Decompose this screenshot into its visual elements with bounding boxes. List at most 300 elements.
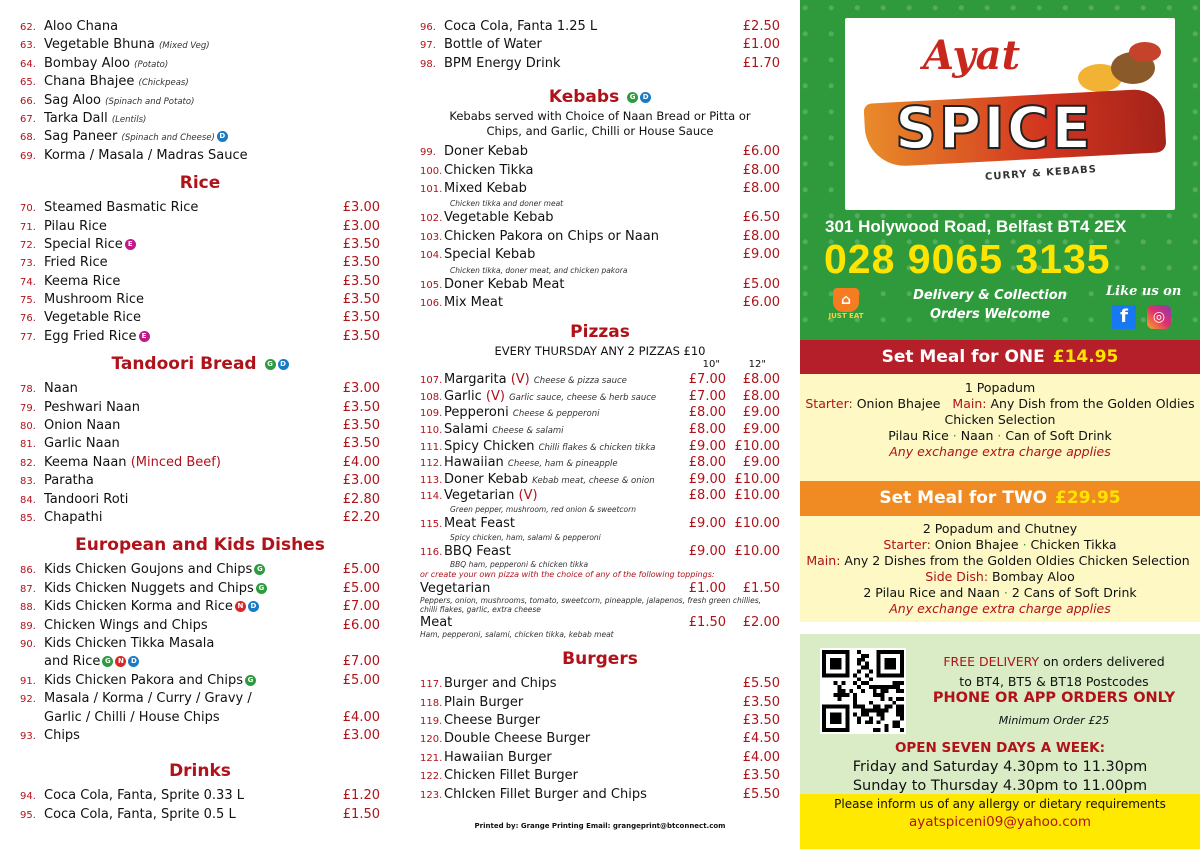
item-name: Mix Meat bbox=[444, 294, 503, 310]
topping-name: Meat bbox=[420, 615, 453, 631]
item-description: (Spinach and Potato) bbox=[105, 96, 195, 107]
spice-splash-icon bbox=[1075, 38, 1165, 98]
item-name-cell bbox=[444, 730, 720, 748]
item-price: £3.50 bbox=[342, 328, 380, 344]
item-name-cell bbox=[44, 254, 320, 272]
item-price: £1.00 bbox=[742, 37, 780, 53]
curry-list bbox=[20, 18, 380, 165]
item-name: Korma / Masala / Madras Sauce bbox=[44, 147, 248, 163]
item-name-cell bbox=[44, 55, 380, 74]
item-price: £8.00 bbox=[742, 228, 780, 244]
item-price: £3.50 bbox=[742, 694, 780, 710]
like-us-label: Like us on bbox=[1106, 284, 1182, 299]
item-name: Hawaiian bbox=[444, 455, 504, 471]
item-number: 111. bbox=[420, 441, 443, 453]
item-price: £3.00 bbox=[342, 473, 380, 489]
item-name-cell bbox=[44, 399, 320, 417]
item-number: 112. bbox=[420, 458, 443, 470]
item-number: 109. bbox=[420, 408, 443, 420]
item-number: 96. bbox=[420, 22, 436, 33]
drinks-list-continued bbox=[420, 18, 780, 73]
item-name: Burger and Chips bbox=[444, 676, 557, 692]
qr-code-icon[interactable] bbox=[820, 648, 906, 734]
item-name-cell bbox=[444, 36, 720, 54]
item-price: £7.00 bbox=[342, 654, 380, 670]
item-number: 75. bbox=[20, 295, 36, 307]
item-number: 99. bbox=[420, 147, 436, 159]
item-name: Chicken Pakora on Chips or Naan bbox=[444, 228, 659, 244]
item-name: Garlic / Chilli / House Chips bbox=[44, 709, 220, 725]
set-two-extras bbox=[800, 585, 1200, 601]
menu-item bbox=[420, 749, 780, 767]
menu-item bbox=[20, 580, 380, 598]
menu-item bbox=[20, 491, 380, 509]
menu-item bbox=[20, 199, 380, 217]
pizza-item bbox=[420, 388, 780, 405]
gluten-badge-icon: G bbox=[254, 564, 265, 575]
item-price: £3.00 bbox=[342, 218, 380, 234]
section-title-kids: European and Kids Dishes bbox=[75, 535, 325, 556]
item-price: £3.50 bbox=[342, 273, 380, 289]
item-number: 123. bbox=[420, 789, 443, 801]
item-price: £5.00 bbox=[742, 276, 780, 292]
starter-label: Starter: bbox=[805, 396, 853, 411]
item-name-cell bbox=[44, 806, 320, 824]
gluten-badge-icon: G bbox=[102, 656, 113, 667]
item-name-cell bbox=[44, 435, 320, 453]
item-description: (Spinach and Cheese) bbox=[121, 133, 215, 144]
item-number: 62. bbox=[20, 22, 36, 33]
item-price: £3.50 bbox=[342, 255, 380, 271]
menu-item bbox=[420, 55, 780, 73]
opening-hours bbox=[800, 758, 1200, 796]
logo-spice-text: SPICE bbox=[895, 94, 1094, 162]
item-price: £2.50 bbox=[742, 19, 780, 34]
separator-dot: · bbox=[1003, 585, 1008, 600]
item-number: 117. bbox=[420, 679, 443, 691]
item-price: £8.00 bbox=[742, 162, 780, 178]
item-number: 73. bbox=[20, 258, 36, 270]
menu-item bbox=[20, 273, 380, 291]
pizza-item bbox=[420, 471, 780, 488]
item-name-cell bbox=[44, 328, 320, 346]
price-10-inch: £8.00 bbox=[688, 422, 726, 438]
info-column bbox=[800, 0, 1200, 849]
item-name-cell bbox=[444, 675, 720, 693]
price-12-inch: £10.00 bbox=[734, 516, 780, 532]
side-value: Bombay Aloo bbox=[992, 569, 1075, 584]
item-name-cell bbox=[44, 236, 320, 254]
item-number: 89. bbox=[20, 620, 36, 632]
kebabs-note: Kebabs served with Choice of Naan Bread or Pitta or Chips, and Garlic, Chilli or House Sauce bbox=[449, 109, 751, 139]
item-name-cell bbox=[444, 162, 720, 180]
item-number: 114. bbox=[420, 491, 443, 503]
item-name: Kids Chicken Nuggets and Chips bbox=[44, 580, 254, 596]
price-10-inch: £8.00 bbox=[688, 455, 726, 471]
item-number: 86. bbox=[20, 565, 36, 577]
email-link[interactable]: ayatspiceni09@yahoo.com bbox=[908, 814, 1092, 830]
menu-item bbox=[20, 380, 380, 398]
item-price: £3.50 bbox=[342, 418, 380, 434]
item-number: 110. bbox=[420, 425, 443, 437]
menu-item bbox=[420, 294, 780, 312]
item-name-cell bbox=[44, 110, 380, 129]
price-10-inch: £8.00 bbox=[688, 405, 726, 421]
price-10-inch: £7.00 bbox=[688, 388, 726, 404]
set-two-exchange-note: Any exchange extra charge applies bbox=[889, 601, 1111, 616]
menu-item bbox=[20, 561, 380, 579]
item-description: (Chickpeas) bbox=[138, 78, 189, 89]
menu-item bbox=[20, 328, 380, 346]
price-12-inch: £9.00 bbox=[742, 422, 780, 438]
price-12-inch: £10.00 bbox=[734, 543, 780, 559]
item-name: Vegetable Kebab bbox=[444, 210, 554, 226]
just-eat-logo[interactable] bbox=[828, 288, 864, 330]
set-meal-one-title: Set Meal for ONE bbox=[881, 347, 1045, 367]
main-label: Main: bbox=[806, 553, 841, 568]
item-number: 108. bbox=[420, 391, 443, 403]
menu-item bbox=[20, 236, 380, 254]
logo bbox=[845, 18, 1175, 210]
section-title-burgers: Burgers bbox=[562, 649, 638, 670]
pizza-offer: EVERY THURSDAY ANY 2 PIZZAS £10 bbox=[494, 344, 706, 359]
menu-item bbox=[420, 18, 780, 36]
item-number: 102. bbox=[420, 213, 443, 225]
item-name: Kids Chicken Korma and Rice bbox=[44, 599, 233, 615]
menu-item bbox=[20, 73, 380, 91]
gluten-badge-icon: G bbox=[627, 92, 638, 103]
item-number: 94. bbox=[20, 791, 36, 803]
item-name: Coca Cola, Fanta 1.25 L bbox=[444, 19, 598, 34]
item-price: £5.00 bbox=[342, 672, 380, 688]
price-12-inch: £8.00 bbox=[742, 372, 780, 388]
gluten-badge-icon: G bbox=[256, 583, 267, 594]
item-number: 104. bbox=[420, 250, 443, 262]
item-number: 63. bbox=[20, 40, 36, 52]
topping-description: Peppers, onion, mushrooms, tomato, sweetcorn, pineapple, jalapenos, fresh green chillies, chilli flakes, garlic, extra cheese bbox=[420, 596, 762, 615]
item-name-cell bbox=[44, 273, 320, 291]
printer-credit: Printed by: Grange Printing Email: grangeprint@btconnect.com bbox=[474, 822, 726, 830]
set-one-popadum: 1 Popadum bbox=[964, 380, 1036, 395]
own-pizza-note: or create your own pizza with the choice of any of the following toppings: bbox=[420, 570, 715, 580]
item-number: 106. bbox=[420, 297, 443, 309]
item-subdescription: BBQ ham, pepperoni & chicken tikka bbox=[450, 560, 589, 570]
just-eat-label: JUST EAT bbox=[828, 312, 864, 320]
price-12-inch: £10.00 bbox=[734, 438, 780, 454]
item-name-cell bbox=[444, 694, 720, 712]
item-name: Margarita bbox=[444, 372, 507, 388]
item-number: 76. bbox=[20, 313, 36, 325]
dairy-badge-icon: D bbox=[217, 131, 228, 142]
extra-drink: Can of Soft Drink bbox=[1005, 428, 1112, 443]
opening-title: OPEN SEVEN DAYS A WEEK: bbox=[894, 740, 1106, 756]
item-description: (Lentils) bbox=[111, 114, 147, 125]
menu-item bbox=[420, 767, 780, 785]
topping-price-12: £1.50 bbox=[742, 581, 780, 597]
item-number: 79. bbox=[20, 402, 36, 414]
set-meal-one-header bbox=[800, 340, 1200, 374]
topping-description: Ham, pepperoni, salami, chicken tikka, kebab meat bbox=[420, 630, 614, 640]
item-price: £4.00 bbox=[342, 454, 380, 470]
item-price: £6.00 bbox=[742, 144, 780, 160]
item-name: Sag Paneer bbox=[44, 129, 118, 145]
menu-item bbox=[420, 228, 780, 246]
item-number: 74. bbox=[20, 276, 36, 288]
item-name-cell bbox=[44, 128, 380, 147]
item-name: Doner Kebab bbox=[444, 144, 529, 160]
item-number: 93. bbox=[20, 730, 36, 742]
delivery-panel bbox=[800, 622, 1200, 794]
item-number: 68. bbox=[20, 132, 36, 144]
item-description: Cheese, ham & pineapple bbox=[507, 459, 618, 470]
item-name-cell bbox=[44, 653, 320, 671]
item-name: Vegetarian bbox=[444, 488, 515, 504]
item-name: Meat Feast bbox=[444, 516, 516, 532]
item-name: Double Cheese Burger bbox=[444, 731, 591, 747]
menu-item bbox=[20, 92, 380, 110]
item-name-cell bbox=[44, 617, 320, 635]
hours-sun-thu: Sunday to Thursday 4.30pm to 11.00pm bbox=[852, 778, 1148, 794]
set-meal-two-price: £29.95 bbox=[1055, 488, 1121, 508]
price-12-inch: £9.00 bbox=[742, 405, 780, 421]
item-name-cell bbox=[44, 672, 320, 690]
topping-price-10: £1.00 bbox=[688, 581, 726, 597]
price-10-inch: £7.00 bbox=[688, 372, 726, 388]
item-name: Special Rice bbox=[44, 236, 123, 252]
item-price: £4.00 bbox=[742, 749, 780, 765]
menu-item bbox=[20, 309, 380, 327]
allergy-panel bbox=[800, 794, 1200, 849]
item-name-cell bbox=[44, 690, 320, 708]
menu-item bbox=[20, 291, 380, 309]
pizza-list bbox=[420, 371, 780, 570]
menu-item bbox=[20, 787, 380, 805]
item-price: £1.20 bbox=[342, 788, 380, 804]
menu-item bbox=[420, 730, 780, 748]
item-name-cell bbox=[44, 199, 320, 217]
free-delivery-text: on orders delivered bbox=[1043, 654, 1165, 669]
item-name-cell bbox=[44, 380, 320, 398]
item-name: Chips bbox=[44, 727, 80, 743]
item-subdescription: Spicy chicken, ham, salami & pepperoni bbox=[450, 532, 601, 542]
separator-dot: · bbox=[997, 428, 1002, 443]
separator-dot: · bbox=[952, 428, 957, 443]
free-delivery-note bbox=[908, 652, 1200, 692]
item-name: Kids Chicken Pakora and Chips bbox=[44, 672, 244, 688]
nut-badge-icon: N bbox=[115, 656, 126, 667]
item-price: £3.50 bbox=[742, 713, 780, 729]
item-name-cell bbox=[44, 727, 320, 745]
menu-item bbox=[20, 598, 380, 616]
item-name: Masala / Korma / Curry / Gravy / bbox=[44, 691, 252, 707]
item-name-cell bbox=[44, 454, 320, 472]
item-number: 107. bbox=[420, 375, 443, 387]
item-price: £3.50 bbox=[342, 399, 380, 415]
menu-item bbox=[420, 675, 780, 693]
item-price: £5.00 bbox=[342, 580, 380, 596]
item-name: Pilau Rice bbox=[44, 218, 107, 234]
address: 301 Holywood Road, Belfast BT4 2EX bbox=[825, 217, 1127, 236]
menu-item bbox=[420, 162, 780, 180]
pizza-item bbox=[420, 487, 780, 504]
price-10-inch: £9.00 bbox=[688, 471, 726, 487]
bread-list bbox=[20, 380, 380, 527]
price-10-inch: £9.00 bbox=[688, 516, 726, 532]
menu-column-1 bbox=[0, 0, 400, 849]
phone-app-orders: PHONE OR APP ORDERS ONLY bbox=[932, 690, 1176, 706]
topping-item bbox=[420, 614, 780, 630]
item-name: Bombay Aloo bbox=[44, 55, 130, 71]
pizza-size-header bbox=[420, 359, 780, 371]
facebook-icon[interactable]: f bbox=[1112, 305, 1136, 329]
item-price: £4.00 bbox=[342, 709, 380, 725]
item-number: 81. bbox=[20, 439, 36, 451]
item-name-cell bbox=[444, 276, 720, 294]
set-two-starter bbox=[800, 537, 1200, 553]
pizza-item bbox=[420, 515, 780, 532]
gluten-badge-icon: G bbox=[265, 359, 276, 370]
item-price: £3.00 bbox=[342, 200, 380, 216]
starter-value: Onion Bhajee bbox=[856, 396, 941, 411]
pizza-item bbox=[420, 371, 780, 388]
item-name: Chicken Fillet Burger bbox=[444, 768, 578, 784]
item-price: £6.00 bbox=[342, 617, 380, 633]
menu-item bbox=[20, 254, 380, 272]
item-subdescription: Chicken tikka and doner meat bbox=[450, 199, 564, 209]
size-small-label: 10" bbox=[702, 359, 720, 371]
item-name-cell bbox=[44, 309, 320, 327]
item-number: 122. bbox=[420, 771, 443, 783]
menu-item bbox=[20, 128, 380, 146]
set-meal-two-title: Set Meal for TWO bbox=[879, 488, 1048, 508]
menu-item bbox=[20, 147, 380, 165]
size-large-label: 12" bbox=[748, 359, 766, 371]
nut-badge-icon: N bbox=[235, 601, 246, 612]
item-name: Kids Chicken Goujons and Chips bbox=[44, 562, 253, 578]
topping-price-10: £1.50 bbox=[688, 615, 726, 631]
set-meal-one-details bbox=[800, 374, 1200, 481]
item-number: 85. bbox=[20, 512, 36, 524]
item-name: Garlic Naan bbox=[44, 436, 120, 452]
item-name: Chicken Wings and Chips bbox=[44, 617, 208, 633]
item-price: £5.50 bbox=[742, 676, 780, 692]
set-two-popadum: 2 Popadum and Chutney bbox=[922, 521, 1078, 536]
menu-item bbox=[20, 635, 380, 653]
item-price: £1.50 bbox=[342, 806, 380, 822]
item-price: £6.00 bbox=[742, 294, 780, 310]
item-name: Mushroom Rice bbox=[44, 292, 145, 308]
item-number: 65. bbox=[20, 77, 36, 89]
menu-item bbox=[420, 180, 780, 198]
kids-list bbox=[20, 561, 380, 745]
dairy-badge-icon: D bbox=[128, 656, 139, 667]
item-name: Chapathi bbox=[44, 509, 103, 525]
item-number: 105. bbox=[420, 279, 443, 291]
item-name-cell bbox=[444, 228, 720, 246]
menu-item bbox=[20, 690, 380, 708]
item-name-cell bbox=[444, 786, 720, 804]
starter-value-a: Onion Bhajee bbox=[934, 537, 1019, 552]
item-subdescription: Chicken tikka, doner meat, and chicken pakora bbox=[450, 265, 628, 275]
bread-title-text: Tandoori Bread bbox=[111, 354, 257, 375]
section-title-rice: Rice bbox=[179, 173, 221, 194]
set-one-exchange-note: Any exchange extra charge applies bbox=[889, 444, 1111, 459]
dairy-badge-icon: D bbox=[248, 601, 259, 612]
postcodes: to BT4, BT5 & BT18 Postcodes bbox=[959, 674, 1149, 689]
item-number: 78. bbox=[20, 384, 36, 396]
item-name-cell bbox=[44, 635, 320, 653]
menu-item bbox=[420, 694, 780, 712]
item-note: (Minced Beef) bbox=[130, 454, 221, 470]
item-name-cell bbox=[44, 472, 320, 490]
set-one-extras bbox=[800, 428, 1200, 444]
item-name-cell bbox=[44, 417, 320, 435]
item-name: Special Kebab bbox=[444, 247, 536, 263]
menu-item bbox=[20, 435, 380, 453]
menu-item bbox=[420, 209, 780, 227]
item-name-cell bbox=[444, 543, 672, 561]
phone-number[interactable]: 028 9065 3135 bbox=[824, 236, 1111, 282]
set-meal-two-header bbox=[800, 481, 1200, 516]
menu-item bbox=[20, 472, 380, 490]
item-price: £3.50 bbox=[342, 436, 380, 452]
menu-item bbox=[20, 454, 380, 472]
item-name-cell bbox=[444, 18, 720, 36]
item-name: Sag Aloo bbox=[44, 92, 102, 108]
menu-item bbox=[20, 709, 380, 727]
item-name: Paratha bbox=[44, 473, 94, 489]
menu-item bbox=[20, 727, 380, 745]
hero-banner bbox=[800, 0, 1200, 340]
menu-item bbox=[420, 786, 780, 804]
item-description: Garlic sauce, cheese & herb sauce bbox=[509, 392, 657, 403]
item-name: Coca Cola, Fanta, Sprite 0.5 L bbox=[44, 806, 236, 822]
item-description: Kebab meat, cheese & onion bbox=[532, 475, 655, 486]
item-price: £3.00 bbox=[342, 381, 380, 397]
item-price: £3.50 bbox=[342, 236, 380, 252]
pizza-item bbox=[420, 454, 780, 471]
item-number: 120. bbox=[420, 734, 443, 746]
item-description: Chilli flakes & chicken tikka bbox=[538, 442, 656, 453]
item-name: Keema Rice bbox=[44, 273, 121, 289]
item-name-cell bbox=[444, 55, 720, 73]
item-number: 91. bbox=[20, 675, 36, 687]
item-price: £9.00 bbox=[742, 247, 780, 263]
item-number: 121. bbox=[420, 752, 443, 764]
set-one-starter-main bbox=[800, 396, 1200, 428]
kebab-list bbox=[420, 143, 780, 312]
item-name-cell bbox=[44, 709, 320, 727]
main-value: Any 2 Dishes from the Golden Oldies Chicken Selection bbox=[844, 553, 1190, 568]
item-name-cell bbox=[44, 491, 320, 509]
instagram-icon[interactable]: ◎ bbox=[1147, 305, 1171, 329]
item-price: £5.50 bbox=[742, 786, 780, 802]
side-label: Side Dish: bbox=[925, 569, 989, 584]
pizza-item bbox=[420, 404, 780, 421]
item-number: 82. bbox=[20, 457, 36, 469]
price-12-inch: £8.00 bbox=[742, 388, 780, 404]
item-name: Bottle of Water bbox=[444, 37, 542, 53]
item-price: £8.00 bbox=[742, 180, 780, 196]
item-name-cell bbox=[444, 246, 720, 264]
item-number: 64. bbox=[20, 58, 36, 70]
item-name-cell bbox=[44, 291, 320, 309]
item-number: 118. bbox=[420, 697, 443, 709]
item-number: 70. bbox=[20, 203, 36, 215]
item-number: 69. bbox=[20, 150, 36, 162]
logo-ayat-text: Ayat bbox=[923, 32, 1021, 79]
free-delivery-label: FREE DELIVERY bbox=[943, 654, 1040, 669]
